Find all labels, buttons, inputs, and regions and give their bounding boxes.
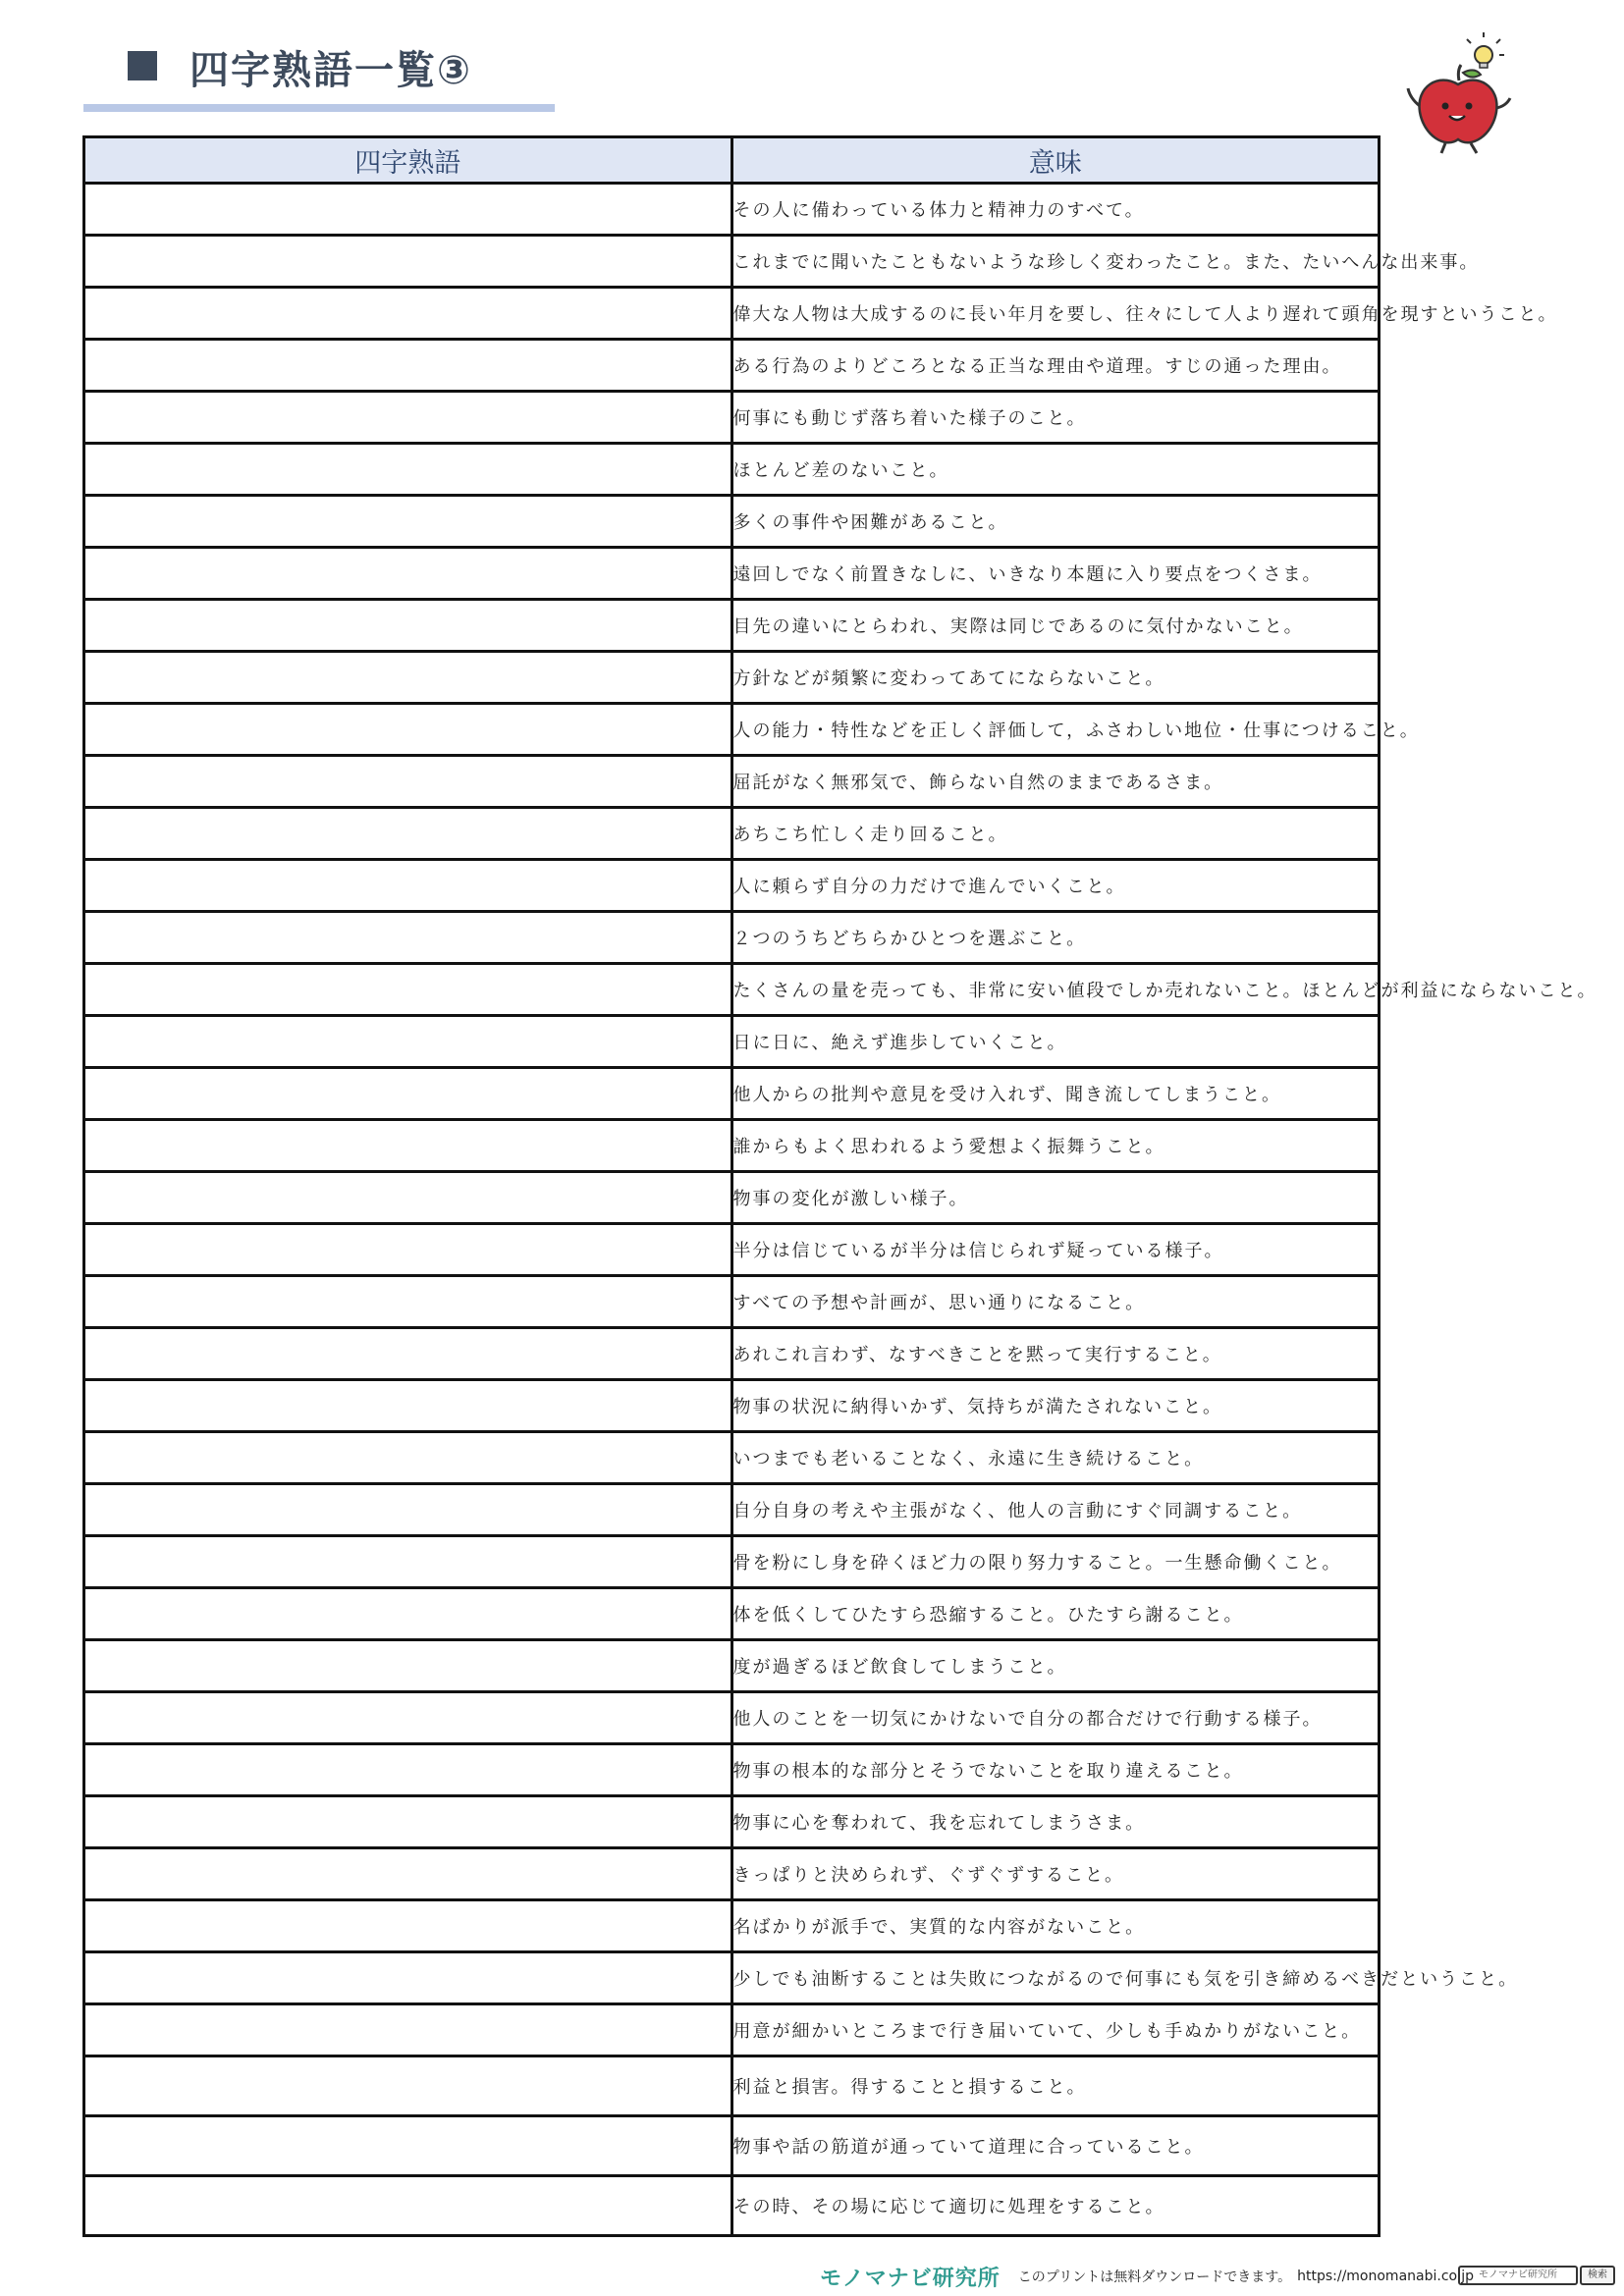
meaning-cell: すべての予想や計画が、思い通りになること。 <box>731 1276 1380 1328</box>
meaning-cell: これまでに聞いたこともないような珍しく変わったこと。また、たいへんな出来事。 <box>731 236 1380 288</box>
table-row <box>84 1172 1380 1224</box>
table-row <box>84 600 1380 652</box>
table-row <box>84 1224 1380 1276</box>
table-row <box>84 288 1380 340</box>
term-cell[interactable] <box>84 1224 732 1276</box>
title-underline <box>83 104 555 112</box>
term-cell[interactable] <box>84 1692 732 1744</box>
meaning-cell: 物事に心を奪われて、我を忘れてしまうさま。 <box>731 1796 1380 1848</box>
term-cell[interactable] <box>84 2176 732 2236</box>
meaning-cell: 用意が細かいところまで行き届いていて、少しも手ぬかりがないこと。 <box>731 2004 1380 2056</box>
brand-logo: モノマナビ研究所 <box>820 2266 1001 2291</box>
meaning-cell: たくさんの量を売っても、非常に安い値段でしか売れないこと。ほとんどが利益にならないこと。 <box>731 964 1380 1016</box>
term-cell[interactable] <box>84 236 732 288</box>
term-cell[interactable] <box>84 392 732 444</box>
table-row <box>84 444 1380 496</box>
table-row <box>84 1588 1380 1640</box>
table-header-row <box>84 137 1380 184</box>
term-cell[interactable] <box>84 808 732 860</box>
table-row <box>84 1692 1380 1744</box>
meaning-cell: 物事や話の筋道が通っていて道理に合っていること。 <box>731 2116 1380 2176</box>
table-row <box>84 860 1380 912</box>
search-box: モノマナビ研究所 <box>1458 2266 1578 2285</box>
term-cell[interactable] <box>84 1796 732 1848</box>
term-cell[interactable] <box>84 444 732 496</box>
table-row <box>84 808 1380 860</box>
meaning-cell: 物事の変化が激しい様子。 <box>731 1172 1380 1224</box>
table-row <box>84 1432 1380 1484</box>
term-cell[interactable] <box>84 860 732 912</box>
term-cell[interactable] <box>84 1068 732 1120</box>
meaning-cell: 物事の状況に納得いかず、気持ちが満たされないこと。 <box>731 1380 1380 1432</box>
table-row <box>84 392 1380 444</box>
lightbulb-icon <box>1467 32 1504 68</box>
table-row <box>84 340 1380 392</box>
meaning-cell: その時、その場に応じて適切に処理をすること。 <box>731 2176 1380 2236</box>
term-cell[interactable] <box>84 600 732 652</box>
meaning-cell: 自分自身の考えや主張がなく、他人の言動にすぐ同調すること。 <box>731 1484 1380 1536</box>
table-row <box>84 2056 1380 2116</box>
meaning-cell: きっぱりと決められず、ぐずぐずすること。 <box>731 1848 1380 1900</box>
table-row <box>84 1536 1380 1588</box>
meaning-cell: 目先の違いにとらわれ、実際は同じであるのに気付かないこと。 <box>731 600 1380 652</box>
table-row <box>84 184 1380 236</box>
term-cell[interactable] <box>84 756 732 808</box>
term-cell[interactable] <box>84 1120 732 1172</box>
table-row <box>84 964 1380 1016</box>
term-cell[interactable] <box>84 704 732 756</box>
page-title: 四字熟語一覧③ <box>189 48 472 93</box>
column-header-meaning: 意味 <box>731 137 1380 184</box>
table-row <box>84 1848 1380 1900</box>
term-cell[interactable] <box>84 2116 732 2176</box>
table-row <box>84 236 1380 288</box>
term-cell[interactable] <box>84 1484 732 1536</box>
table-row <box>84 2004 1380 2056</box>
table-row <box>84 1796 1380 1848</box>
meaning-cell: 体を低くしてひたすら恐縮すること。ひたすら謝ること。 <box>731 1588 1380 1640</box>
footer-url[interactable]: https://monomanabi.co.jp <box>1297 2269 1475 2284</box>
term-cell[interactable] <box>84 1380 732 1432</box>
meaning-cell: 他人のことを一切気にかけないで自分の都合だけで行動する様子。 <box>731 1692 1380 1744</box>
table-row <box>84 2176 1380 2236</box>
term-cell[interactable] <box>84 184 732 236</box>
meaning-cell: ２つのうちどちらかひとつを選ぶこと。 <box>731 912 1380 964</box>
meaning-cell: ある行為のよりどころとなる正当な理由や道理。すじの通った理由。 <box>731 340 1380 392</box>
table-row <box>84 496 1380 548</box>
table-row <box>84 2116 1380 2176</box>
meaning-cell: 物事の根本的な部分とそうでないことを取り違えること。 <box>731 1744 1380 1796</box>
term-cell[interactable] <box>84 1952 732 2004</box>
term-cell[interactable] <box>84 2056 732 2116</box>
term-cell[interactable] <box>84 912 732 964</box>
term-cell[interactable] <box>84 1744 732 1796</box>
table-row <box>84 1640 1380 1692</box>
term-cell[interactable] <box>84 1848 732 1900</box>
term-cell[interactable] <box>84 548 732 600</box>
table-row <box>84 1120 1380 1172</box>
footer-note: このプリントは無料ダウンロードできます。 <box>1017 2269 1292 2285</box>
table-row <box>84 1484 1380 1536</box>
term-cell[interactable] <box>84 1588 732 1640</box>
meaning-cell: あちこち忙しく走り回ること。 <box>731 808 1380 860</box>
meaning-cell: 度が過ぎるほど飲食してしまうこと。 <box>731 1640 1380 1692</box>
meaning-cell: 骨を粉にし身を砕くほど力の限り努力すること。一生懸命働くこと。 <box>731 1536 1380 1588</box>
term-cell[interactable] <box>84 1172 732 1224</box>
meaning-cell: 利益と損害。得することと損すること。 <box>731 2056 1380 2116</box>
table-row <box>84 1900 1380 1952</box>
meaning-cell: 方針などが頻繁に変わってあてにならないこと。 <box>731 652 1380 704</box>
meaning-cell: 誰からもよく思われるよう愛想よく振舞うこと。 <box>731 1120 1380 1172</box>
term-cell[interactable] <box>84 2004 732 2056</box>
table-row <box>84 1744 1380 1796</box>
footer <box>820 2265 1475 2291</box>
table-row <box>84 756 1380 808</box>
apple-mascot-icon <box>1394 29 1522 157</box>
term-cell[interactable] <box>84 652 732 704</box>
term-cell[interactable] <box>84 1432 732 1484</box>
column-header-term: 四字熟語 <box>84 137 732 184</box>
meaning-cell: 少しでも油断することは失敗につながるので何事にも気を引き締めるべきだということ。 <box>731 1952 1380 2004</box>
meaning-cell: ほとんど差のないこと。 <box>731 444 1380 496</box>
term-cell[interactable] <box>84 1016 732 1068</box>
meaning-cell: 偉大な人物は大成するのに長い年月を要し、往々にして人より遅れて頭角を現すということ。 <box>731 288 1380 340</box>
table-row <box>84 1328 1380 1380</box>
meaning-cell: 遠回しでなく前置きなしに、いきなり本題に入り要点をつくさま。 <box>731 548 1380 600</box>
table-row <box>84 652 1380 704</box>
meaning-cell: あれこれ言わず、なすべきことを黙って実行すること。 <box>731 1328 1380 1380</box>
table-row <box>84 704 1380 756</box>
meaning-cell: その人に備わっている体力と精神力のすべて。 <box>731 184 1380 236</box>
meaning-cell: 半分は信じているが半分は信じられず疑っている様子。 <box>731 1224 1380 1276</box>
meaning-cell: 人の能力・特性などを正しく評価して，ふさわしい地位・仕事につけること。 <box>731 704 1380 756</box>
meaning-cell: 他人からの批判や意見を受け入れず、聞き流してしまうこと。 <box>731 1068 1380 1120</box>
meaning-cell: 多くの事件や困難があること。 <box>731 496 1380 548</box>
search-button: 検索 <box>1580 2266 1615 2285</box>
term-cell[interactable] <box>84 1900 732 1952</box>
term-cell[interactable] <box>84 964 732 1016</box>
table-row <box>84 1952 1380 2004</box>
table-row <box>84 1380 1380 1432</box>
table-row <box>84 1068 1380 1120</box>
term-cell[interactable] <box>84 340 732 392</box>
meaning-cell: いつまでも老いることなく、永遠に生き続けること。 <box>731 1432 1380 1484</box>
table-row <box>84 548 1380 600</box>
term-cell[interactable] <box>84 1536 732 1588</box>
idiom-table <box>82 135 1597 2237</box>
meaning-cell: 人に頼らず自分の力だけで進んでいくこと。 <box>731 860 1380 912</box>
term-cell[interactable] <box>84 1328 732 1380</box>
table-row <box>84 1016 1380 1068</box>
meaning-cell: 日に日に、絶えず進歩していくこと。 <box>731 1016 1380 1068</box>
term-cell[interactable] <box>84 496 732 548</box>
term-cell[interactable] <box>84 1640 732 1692</box>
table-row <box>84 1276 1380 1328</box>
meaning-cell: 屈託がなく無邪気で、飾らない自然のままであるさま。 <box>731 756 1380 808</box>
title-square-icon <box>128 51 157 80</box>
meaning-cell: 何事にも動じず落ち着いた様子のこと。 <box>731 392 1380 444</box>
meaning-cell: 名ばかりが派手で、実質的な内容がないこと。 <box>731 1900 1380 1952</box>
table-row <box>84 912 1380 964</box>
term-cell[interactable] <box>84 288 732 340</box>
term-cell[interactable] <box>84 1276 732 1328</box>
